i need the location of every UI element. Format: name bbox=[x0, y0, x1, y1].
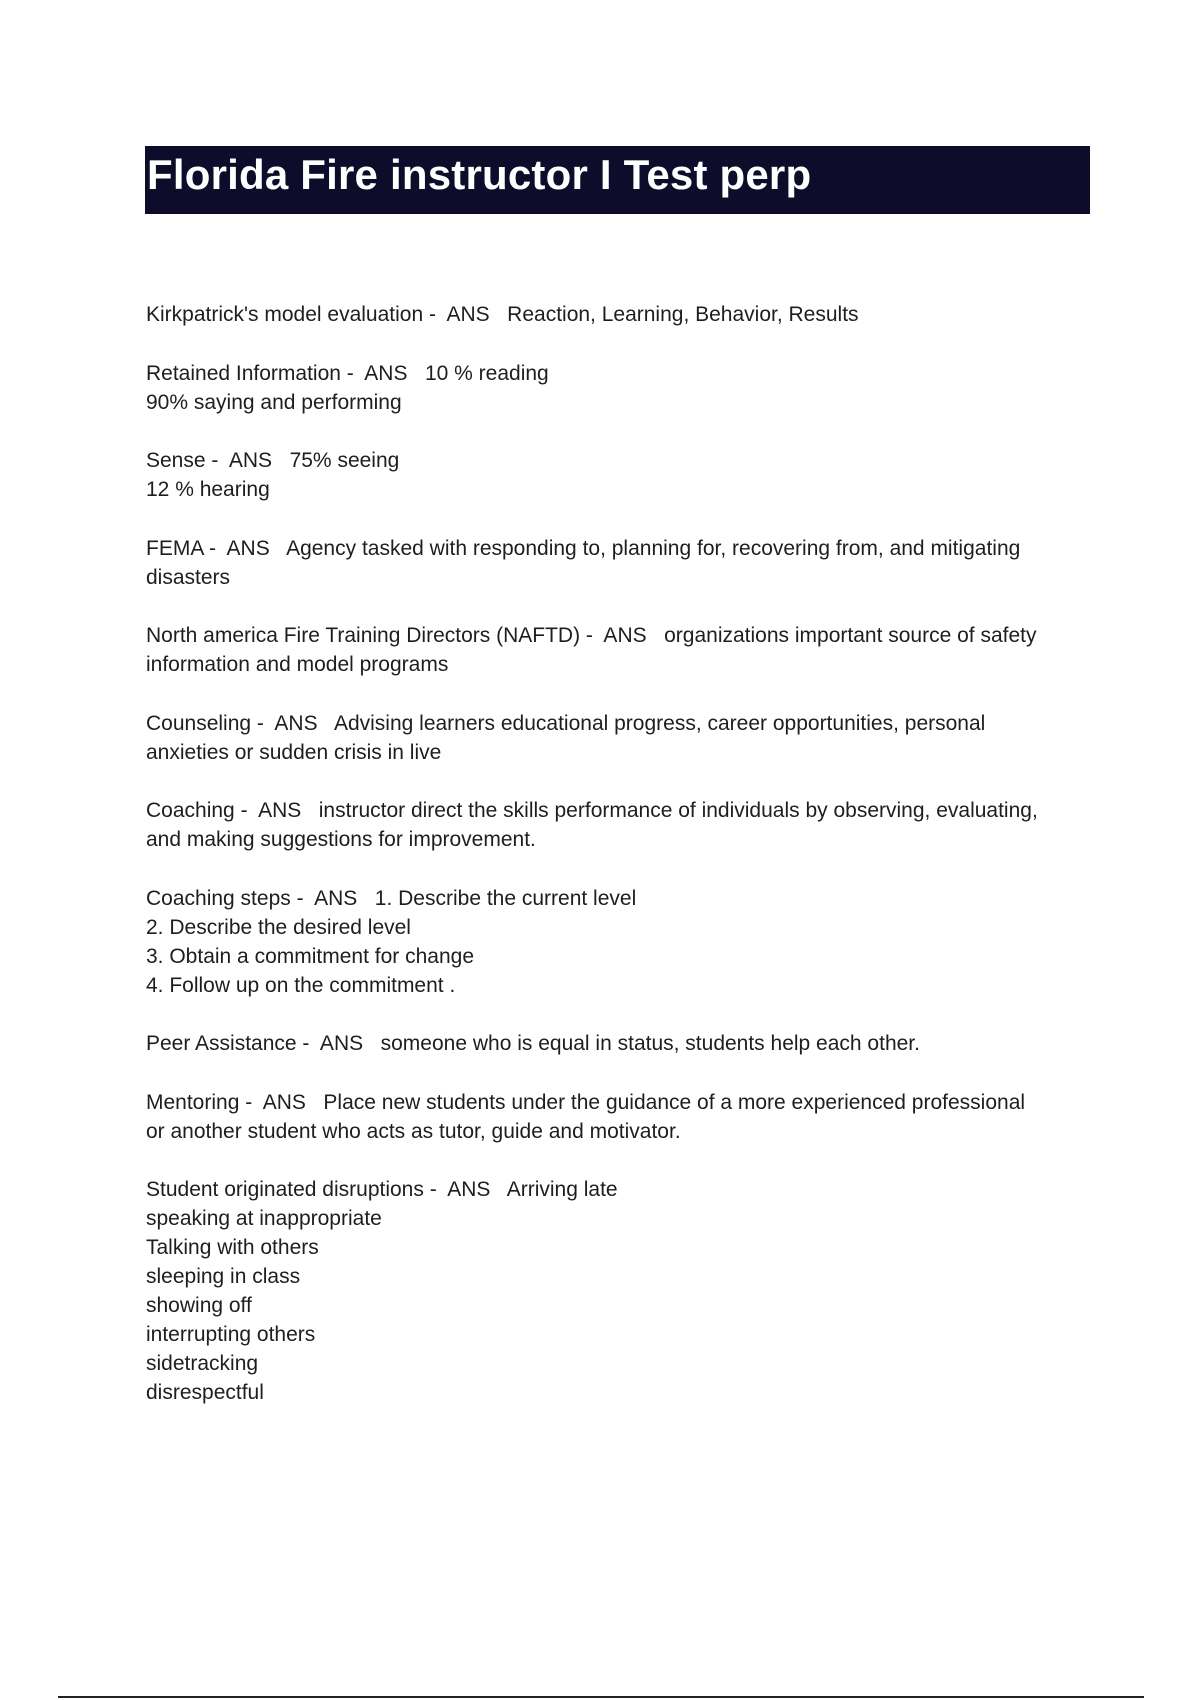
qa-first-line bbox=[146, 1088, 1096, 1117]
qa-item bbox=[146, 1175, 1096, 1407]
qa-item bbox=[146, 621, 1096, 679]
qa-answer-line: 90% saying and performing bbox=[146, 390, 402, 414]
qa-term: Coaching steps bbox=[146, 886, 291, 910]
qa-term: Kirkpatrick's model evaluation bbox=[146, 303, 424, 326]
qa-term: Peer Assistance bbox=[146, 1032, 297, 1055]
ans-separator: - ANS bbox=[423, 303, 508, 326]
qa-answer-line: interrupting others bbox=[146, 1323, 316, 1346]
qa-answer-line: anxieties or sudden crisis in live bbox=[146, 740, 442, 764]
ans-separator: - ANS bbox=[340, 361, 425, 385]
ans-separator: - ANS bbox=[234, 799, 319, 822]
qa-answer-line: 4. Follow up on the commitment . bbox=[146, 973, 456, 997]
qa-first-line bbox=[146, 621, 1096, 650]
qa-answer-line: 3. Obtain a commitment for change bbox=[146, 944, 474, 968]
qa-answer-line: Talking with others bbox=[146, 1236, 319, 1259]
qa-list bbox=[146, 300, 1096, 1437]
qa-first-line bbox=[146, 300, 1096, 329]
qa-term: Mentoring bbox=[146, 1090, 240, 1114]
qa-answer-line: sleeping in class bbox=[146, 1265, 301, 1288]
qa-term: Counseling bbox=[146, 711, 252, 735]
qa-answer-line: 12 % hearing bbox=[146, 478, 270, 501]
qa-first-line bbox=[146, 534, 1096, 563]
qa-answer-line: 2. Describe the desired level bbox=[146, 915, 411, 939]
qa-answer: someone who is equal in status, students help each other. bbox=[380, 1032, 920, 1055]
qa-answer: organizations important source of safety bbox=[664, 624, 1037, 647]
footer-divider bbox=[58, 1696, 1144, 1698]
qa-answer: Arriving late bbox=[506, 1178, 618, 1201]
ans-separator: - ANS bbox=[203, 536, 287, 560]
qa-item bbox=[146, 1029, 1096, 1058]
qa-answer-line: or another student who acts as tutor, guide and motivator. bbox=[146, 1119, 681, 1143]
qa-term: Coaching bbox=[146, 799, 235, 822]
qa-answer-line: disasters bbox=[146, 565, 231, 589]
qa-item bbox=[146, 534, 1096, 592]
qa-item bbox=[146, 359, 1096, 417]
qa-item bbox=[146, 300, 1096, 329]
qa-answer-line: speaking at inappropriate bbox=[146, 1207, 382, 1230]
qa-first-line bbox=[146, 359, 1096, 388]
qa-term: Sense bbox=[146, 449, 206, 472]
qa-answer-line: information and model programs bbox=[146, 653, 449, 676]
title-banner bbox=[145, 146, 1090, 214]
ans-separator: - ANS bbox=[205, 449, 290, 472]
qa-item bbox=[146, 796, 1096, 854]
qa-answer: Agency tasked with responding to, planning for, recovering from, and mitigating bbox=[286, 536, 1021, 560]
ans-separator: - ANS bbox=[580, 624, 665, 647]
qa-term: Retained Information bbox=[146, 361, 341, 385]
qa-first-line bbox=[146, 884, 1096, 913]
qa-answer: Place new students under the guidance of a more experienced professional bbox=[323, 1090, 1026, 1114]
ans-separator: - ANS bbox=[251, 711, 334, 735]
qa-first-line bbox=[146, 1029, 1096, 1058]
qa-item bbox=[146, 709, 1096, 767]
qa-first-line bbox=[146, 796, 1096, 825]
ans-separator: - ANS bbox=[290, 886, 375, 910]
qa-answer-line: showing off bbox=[146, 1294, 252, 1317]
qa-answer-line: and making suggestions for improvement. bbox=[146, 828, 536, 851]
qa-first-line bbox=[146, 1175, 1096, 1204]
qa-answer: Reaction, Learning, Behavior, Results bbox=[507, 303, 859, 326]
qa-answer: Advising learners educational progress, career opportunities, personal bbox=[333, 711, 986, 735]
ans-separator: - ANS bbox=[296, 1032, 381, 1055]
qa-first-line bbox=[146, 446, 1096, 475]
ans-separator: - ANS bbox=[423, 1178, 507, 1201]
qa-item bbox=[146, 884, 1096, 1000]
qa-item bbox=[146, 446, 1096, 504]
qa-term: FEMA bbox=[146, 536, 204, 560]
qa-first-line bbox=[146, 709, 1096, 738]
qa-answer: instructor direct the skills performance of individuals by observing, evaluating, bbox=[318, 799, 1038, 822]
qa-answer-line: sidetracking bbox=[146, 1352, 259, 1375]
qa-item bbox=[146, 1088, 1096, 1146]
qa-term: North america Fire Training Directors (NAFTD) bbox=[146, 624, 581, 647]
qa-answer: 10 % reading bbox=[424, 361, 549, 385]
document-title: Florida Fire instructor I Test perp bbox=[147, 151, 812, 198]
ans-separator: - ANS bbox=[239, 1090, 324, 1114]
qa-term: Student originated disruptions bbox=[146, 1178, 424, 1201]
qa-answer: 1. Describe the current level bbox=[374, 886, 637, 910]
qa-answer-line: disrespectful bbox=[146, 1381, 264, 1404]
qa-answer: 75% seeing bbox=[289, 449, 400, 472]
